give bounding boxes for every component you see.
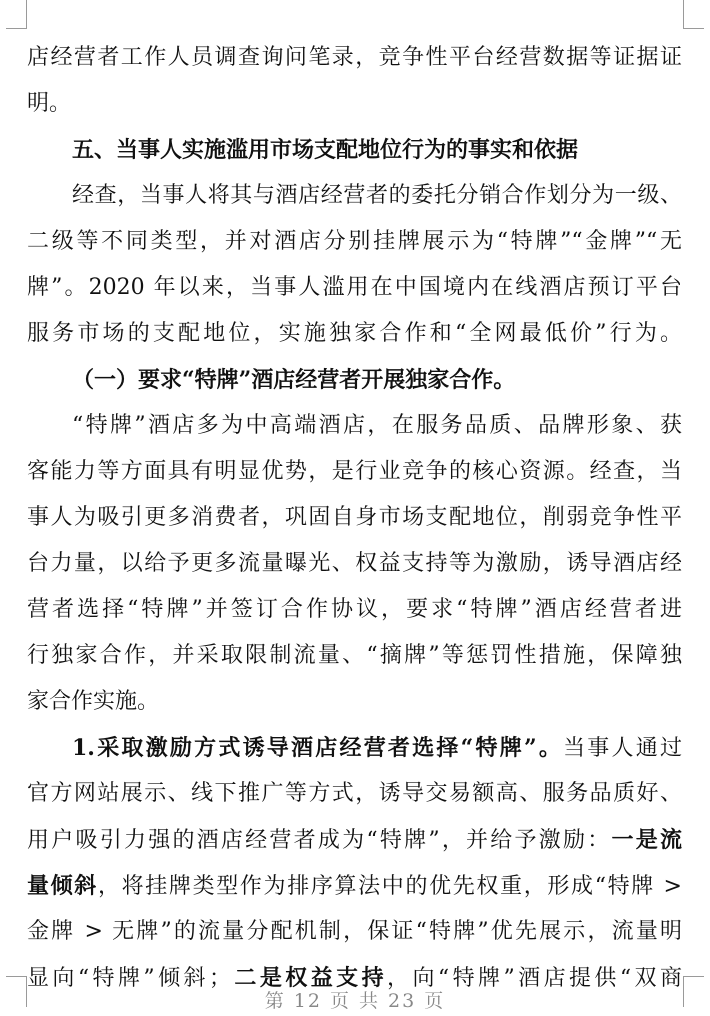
body-line bbox=[27, 43, 682, 73]
crop-mark-top-left bbox=[6, 0, 27, 29]
body-line bbox=[27, 227, 682, 257]
text-run: 二级等不同类型，并对酒店分别挂牌展示为“特牌”“金牌”“无 bbox=[27, 229, 682, 254]
body-line bbox=[72, 181, 682, 211]
text-run: 行独家合作，并采取限制流量、“摘牌”等惩罚性措施，保障独 bbox=[27, 643, 682, 668]
body-line bbox=[27, 503, 682, 533]
text-run: 五、当事人实施滥用市场支配地位行为的事实和依据 bbox=[72, 137, 579, 163]
body-line bbox=[27, 779, 682, 809]
body-line bbox=[27, 89, 682, 119]
text-run: 营者选择“特牌”并签订合作协议，要求“特牌”酒店经营者进 bbox=[27, 597, 682, 622]
body-line bbox=[72, 733, 682, 763]
text-run: 当事人通过 bbox=[563, 736, 682, 761]
body-line bbox=[27, 687, 682, 717]
bold-text-run: 1.采取激励方式诱导酒店经营者选择“特牌”。 bbox=[72, 735, 564, 761]
text-run: 家合作实施。 bbox=[27, 689, 160, 714]
body-line bbox=[27, 457, 682, 487]
text-run: “特牌”酒店多为中高端酒店，在服务品质、品牌形象、获 bbox=[72, 413, 682, 438]
bold-text-run: 一是流 bbox=[611, 827, 682, 853]
text-run: 明。 bbox=[27, 91, 72, 116]
body-line bbox=[72, 411, 682, 441]
text-run: 店经营者工作人员调查询问笔录，竞争性平台经营数据等证据证 bbox=[27, 45, 682, 70]
body-line bbox=[27, 917, 682, 947]
body-line bbox=[27, 273, 682, 303]
text-run: 服务市场的支配地位，实施独家合作和“全网最低价”行为。 bbox=[27, 321, 682, 346]
subsection-heading bbox=[72, 365, 682, 395]
section-heading bbox=[72, 135, 682, 165]
body-line bbox=[27, 641, 682, 671]
text-run: 经查，当事人将其与酒店经营者的委托分销合作划分为一级、 bbox=[72, 183, 682, 208]
text-run: 台力量，以给予更多流量曝光、权益支持等为激励，诱导酒店经 bbox=[27, 551, 682, 576]
text-run: （一）要求“特牌”酒店经营者开展独家合作。 bbox=[72, 367, 516, 393]
body-line bbox=[27, 595, 682, 625]
text-run: ，向“特牌”酒店提供“双商 bbox=[387, 966, 682, 991]
crop-mark-top-right bbox=[683, 0, 704, 29]
text-run: 用户吸引力强的酒店经营者成为“特牌”，并给予激励： bbox=[27, 828, 612, 853]
text-run: 牌”。2020 年以来，当事人滥用在中国境内在线酒店预订平台 bbox=[27, 275, 682, 300]
bold-text-run: 二是权益支持 bbox=[230, 965, 388, 991]
bold-text-run: 量倾斜 bbox=[27, 873, 98, 899]
body-line bbox=[27, 549, 682, 579]
body-line bbox=[27, 871, 682, 901]
text-run: ，将挂牌类型作为排序算法中的优先权重，形成“特牌 > bbox=[97, 874, 682, 899]
body-line bbox=[27, 825, 682, 855]
text-run: 事人为吸引更多消费者，巩固自身市场支配地位，削弱竞争性平 bbox=[27, 505, 682, 530]
page-footer: 第 12 页 共 23 页 bbox=[264, 990, 446, 1012]
text-run: 显向“特牌”倾斜； bbox=[27, 966, 231, 991]
text-run: 官方网站展示、线下推广等方式，诱导交易额高、服务品质好、 bbox=[27, 781, 682, 806]
text-run: 金牌 > 无牌”的流量分配机制，保证“特牌”优先展示，流量明 bbox=[27, 919, 682, 944]
body-line bbox=[27, 319, 682, 349]
text-run: 客能力等方面具有明显优势，是行业竞争的核心资源。经查，当 bbox=[27, 459, 682, 484]
